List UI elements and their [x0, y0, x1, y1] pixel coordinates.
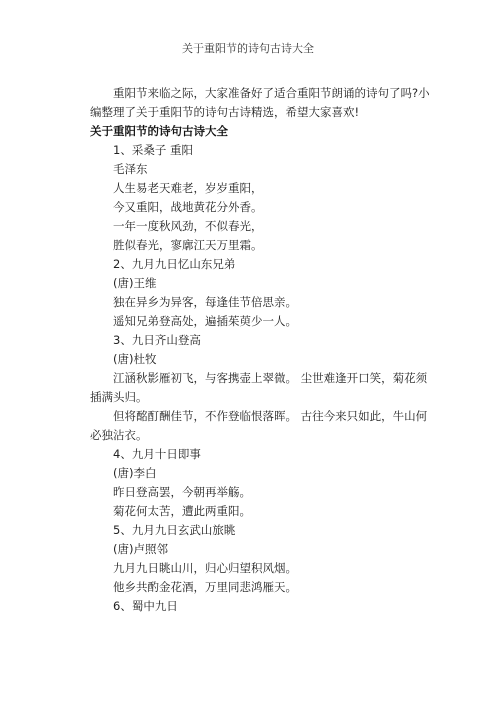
poem-line: 但将酩酊酬佳节，不作登临恨落晖。 古往今来只如此，牛山何必独沾衣。: [90, 409, 428, 442]
poem-title: 3、九日齐山登高: [113, 333, 201, 347]
poem-line: 九月九日眺山川，归心归望积风烟。: [113, 561, 297, 575]
poem-author: (唐)杜牧: [113, 352, 157, 366]
poem-line: 今又重阳，战地黄花分外香。: [113, 200, 263, 214]
poem-line: 胜似春光，寥廓江天万里霜。: [113, 238, 263, 252]
poem-author: 毛泽东: [113, 162, 148, 176]
poem-list: [90, 141, 435, 616]
poem-title: 4、九月十日即事: [113, 447, 201, 461]
poem-line: 人生易老天难老，岁岁重阳，: [113, 181, 263, 195]
poem-line: 菊花何太苦，遭此两重阳。: [113, 504, 251, 518]
poem-title: 1、采桑子 重阳: [113, 143, 193, 157]
intro-paragraph: 重阳节来临之际，大家准备好了适合重阳节朗诵的诗句了吗?小编整理了关于重阳节的诗句古诗精选，希望大家喜欢!: [90, 86, 430, 119]
poem-line: 他乡共酌金花酒，万里同悲鸿雁天。: [113, 580, 297, 594]
poem-title: 2、九月九日忆山东兄弟: [113, 257, 236, 271]
poem-line: 江涵秋影雁初飞，与客携壶上翠微。 尘世难逢开口笑，菊花须插满头归。: [90, 371, 428, 404]
document-title: 关于重阳节的诗句古诗大全: [182, 42, 314, 55]
poem-line: 独在异乡为异客，每逢佳节倍思亲。: [113, 295, 297, 309]
poem-line: 昨日登高罢，今朝再举觞。: [113, 485, 251, 499]
poem-author: (唐)卢照邻: [113, 542, 168, 556]
section-heading: 关于重阳节的诗句古诗大全: [90, 124, 228, 138]
poem-line: 一年一度秋风劲，不似春光，: [113, 219, 263, 233]
poem-author: (唐)王维: [113, 276, 157, 290]
poem-author: (唐)李白: [113, 466, 157, 480]
poem-title: 5、九月九日玄武山旅眺: [113, 523, 236, 537]
poem-line: 遥知兄弟登高处，遍插茱萸少一人。: [113, 314, 297, 328]
poem-title: 6、蜀中九日: [113, 599, 178, 613]
